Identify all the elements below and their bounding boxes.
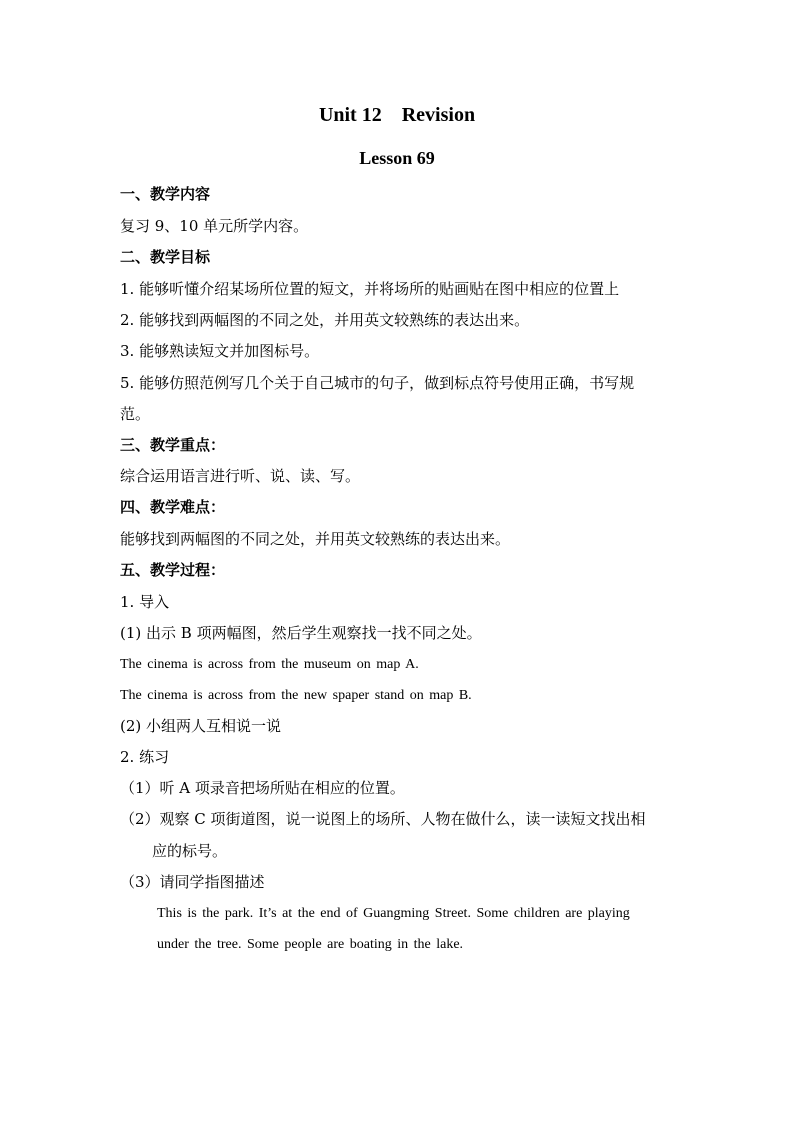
example-paragraph-line: This is the park. It’s at the end of Guangming Street. Some children are playing: [157, 906, 630, 921]
section-heading-process: 五、教学过程：: [120, 561, 226, 579]
process-substep: (2) 小组两人互相说一说: [120, 717, 282, 735]
section-content-text: 复习 9、10 单元所学内容。: [120, 217, 309, 235]
process-substep: (1) 出示 B 项两幅图，然后学生观察找一找不同之处。: [120, 624, 482, 642]
objective-item: 1. 能够听懂介绍某场所位置的短文，并将场所的贴画贴在图中相应的位置上: [120, 280, 620, 298]
objective-item: 2. 能够找到两幅图的不同之处，并用英文较熟练的表达出来。: [120, 311, 530, 329]
objective-item: 5. 能够仿照范例写几个关于自己城市的句子，做到标点符号使用正确，书写规: [120, 374, 635, 392]
document-subtitle: Lesson 69: [359, 148, 435, 168]
section-heading-objectives: 二、教学目标: [120, 248, 211, 266]
objective-item-continuation: 范。: [120, 405, 151, 423]
process-step: 2. 练习: [120, 748, 170, 766]
section-heading-difficulties: 四、教学难点：: [120, 498, 226, 516]
example-sentence: The cinema is across from the museum on map A.: [120, 657, 419, 672]
process-substep: （3）请同学指图描述: [120, 873, 265, 891]
process-step: 1. 导入: [120, 593, 170, 611]
process-substep-continuation: 应的标号。: [152, 842, 228, 860]
document-title: Unit 12 Revision: [318, 104, 476, 126]
key-points-text: 综合运用语言进行听、说、读、写。: [120, 467, 361, 485]
example-sentence: The cinema is across from the new spaper stand on map B.: [120, 688, 472, 703]
process-substep: （1）听 A 项录音把场所贴在相应的位置。: [120, 779, 405, 797]
example-paragraph-line: under the tree. Some people are boating in the lake.: [157, 937, 464, 952]
section-heading-content: 一、教学内容: [120, 185, 211, 203]
section-heading-key-points: 三、教学重点：: [120, 436, 226, 454]
objective-item: 3. 能够熟读短文并加图标号。: [120, 342, 320, 360]
process-substep: （2）观察 C 项街道图，说一说图上的场所、人物在做什么，读一读短文找出相: [120, 810, 646, 828]
difficulties-text: 能够找到两幅图的不同之处，并用英文较熟练的表达出来。: [120, 530, 511, 548]
